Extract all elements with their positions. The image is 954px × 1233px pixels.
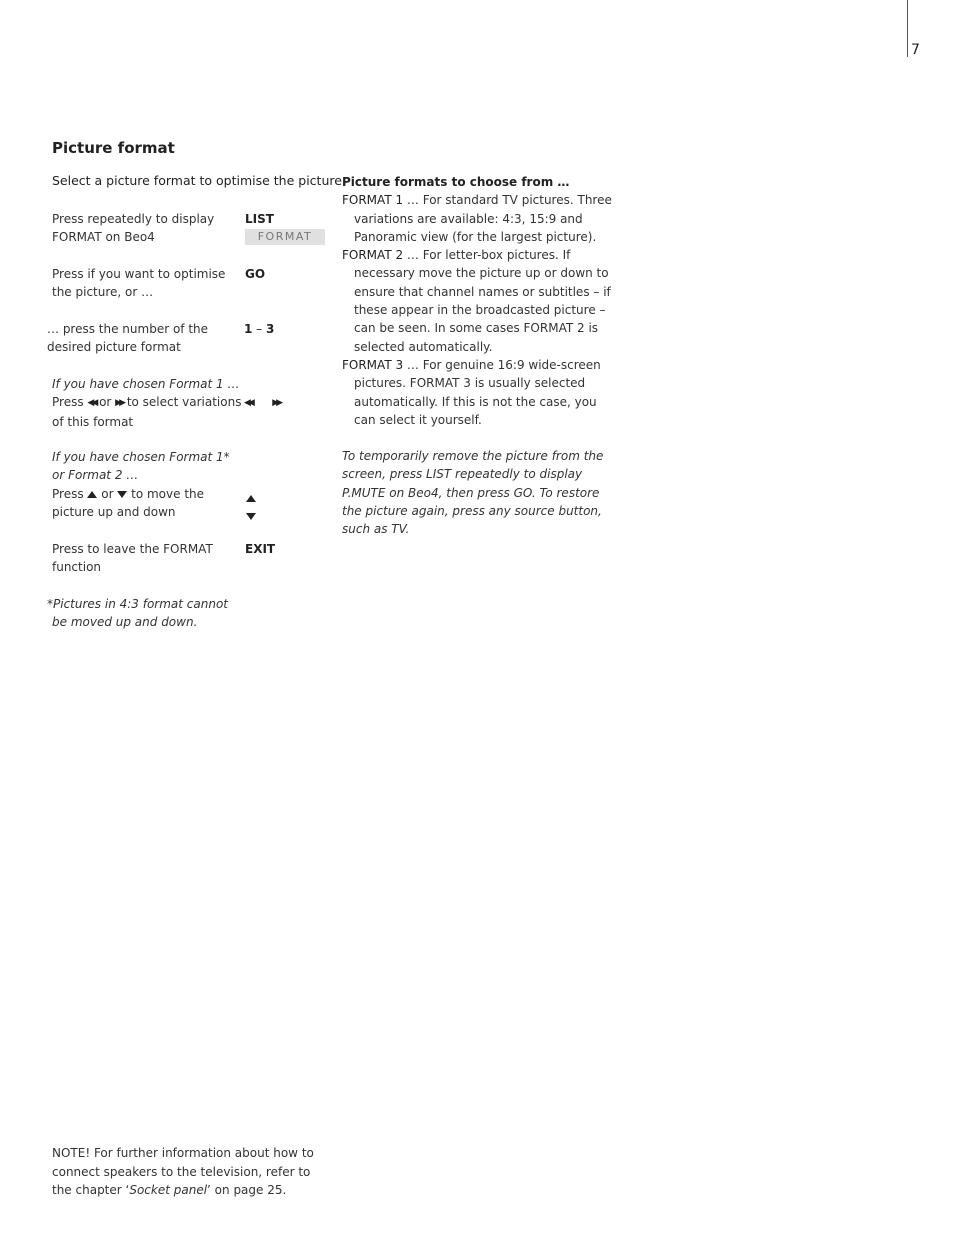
key-exit: EXIT (245, 542, 276, 556)
page-rule (907, 0, 908, 57)
arrow-up-icon (87, 491, 97, 498)
key-3: 3 (266, 322, 275, 336)
arrow-down-icon (246, 509, 256, 523)
page-number: 7 (911, 42, 920, 58)
format2-mid: or (97, 486, 118, 501)
format-1-entry (342, 191, 622, 246)
format-3-name: FORMAT 3 (342, 357, 404, 372)
key-range-sep: – (252, 322, 266, 336)
format-3-desc: … For genuine 16:9 wide-screen pictures. FORMAT 3 is usually selected automatically. If this is not the case, you can select it yourself. (354, 357, 601, 427)
format1-heading: If you have chosen Format 1 … (52, 377, 240, 391)
footnote: *Pictures in 4:3 format cannot be moved up and down. (47, 597, 229, 630)
formats-column (342, 173, 622, 539)
key-go: GO (245, 267, 266, 281)
format2-heading-2: or Format 2 … (52, 468, 139, 483)
format1-pre: Press (52, 395, 88, 410)
rewind-icon: ◀◀ (87, 398, 96, 409)
note-chapter: Socket panel (129, 1183, 208, 1197)
format-2-desc: … For letter-box pictures. If necessary move the picture up or down to ensure that channel names or subtitles – if these appear in the broadcasted picture – can be seen. In some cases FORMAT 2 is selected automatically. (354, 248, 611, 354)
key-wind-icons (244, 393, 280, 412)
formats-heading: Picture formats to choose from … (342, 175, 570, 189)
display-format: FORMAT (245, 229, 325, 245)
key-list: LIST (245, 212, 274, 226)
format-2-entry (342, 246, 622, 356)
pmute-tip: To temporarily remove the picture from the screen, press LIST repeatedly to display P.MUTE on Beo4, then press GO. To restore the picture again, press any source button, such as TV. (342, 449, 604, 537)
format1-post: to select variations of this format (52, 395, 242, 429)
fast-forward-icon: ▶▶ (272, 398, 281, 408)
step-go-text: Press if you want to optimise the picture, or … (52, 267, 226, 300)
note-post: ’ on page 25. (207, 1183, 287, 1197)
note (52, 1144, 322, 1200)
format-3-entry (342, 356, 622, 429)
format-1-desc: … For standard TV pictures. Three variations are available: 4:3, 15:9 and Panoramic view (for the largest picture). (354, 193, 612, 244)
arrow-up-icon (246, 491, 256, 505)
format2-post: to move the picture up and down (52, 486, 205, 519)
step-format1 (52, 375, 242, 431)
arrow-down-icon (117, 491, 127, 498)
key-1: 1 (244, 322, 253, 336)
rewind-icon: ◀◀ (244, 398, 252, 408)
format2-heading-1: If you have chosen Format 1* (52, 450, 230, 464)
format2-instruction (52, 485, 237, 522)
step-exit-text: Press to leave the FORMAT function (52, 542, 213, 575)
step-list-text: Press repeatedly to display FORMAT on Beo4 (52, 212, 215, 245)
step-format2 (52, 448, 237, 521)
format-1-name: FORMAT 1 (342, 193, 404, 208)
page-title: Picture format (52, 139, 175, 157)
step-number-text: … press the number of the desired picture format (47, 322, 209, 355)
key-number-range (244, 320, 274, 338)
note-pre: NOTE! For further information about how to connect speakers to the television, refer to the chapter ‘ (52, 1146, 314, 1197)
format-2-name: FORMAT 2 (342, 248, 404, 263)
format2-pre: Press (52, 486, 88, 501)
fast-forward-icon: ▶▶ (115, 398, 123, 409)
intro-text: Select a picture format to optimise the picture. (52, 173, 346, 188)
format1-mid: or (95, 395, 116, 410)
format1-instruction (52, 393, 242, 431)
